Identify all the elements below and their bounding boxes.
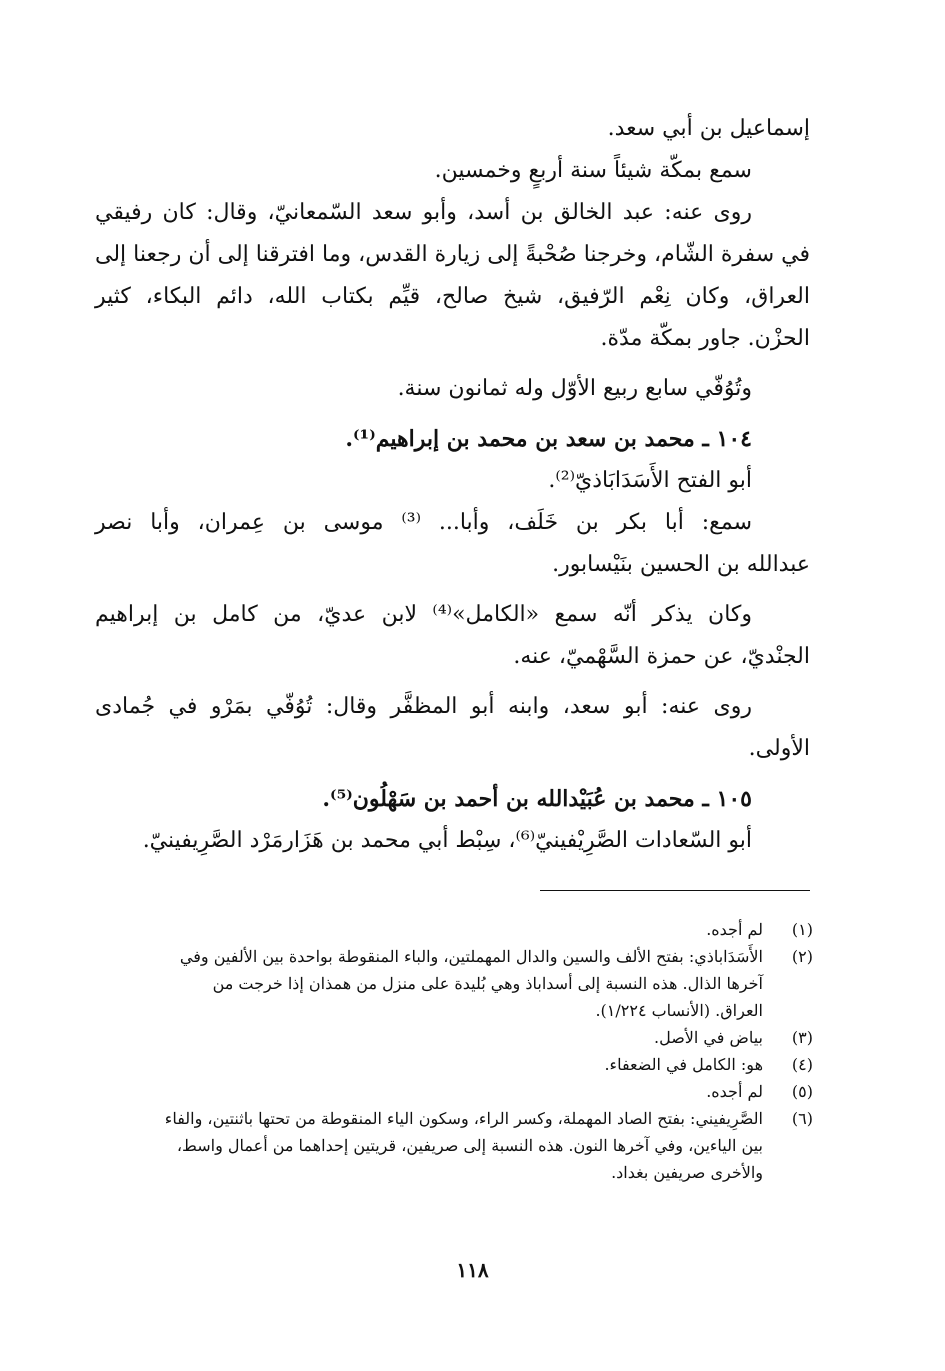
footnote-number: (٥) [791, 1082, 813, 1101]
text-line: الحزْن. جاور بمكّة مدّة. [600, 326, 810, 351]
footnotes [95, 916, 813, 1186]
footnote-line: هو: الكامل في الضعفاء. [604, 1055, 763, 1074]
footnote-text [95, 1024, 763, 1051]
text-line: أبو الفتح الأَسَدَابَاذيّ⁽²⁾. [548, 468, 752, 493]
text-line: روى عنه: عبد الخالق بن أسد، وأبو سعد السّمعانيّ، وقال: كان رفيقي [95, 200, 752, 225]
footnote-line: آخرها الذال. هذه النسبة إلى أسداباذ وهي بُليدة على منزل من همذان إذا خرجت من [212, 974, 763, 993]
entry-heading-104: ١٠٤ ـ محمد بن سعد بن محمد بن إبراهيم⁽¹⁾. [345, 426, 752, 452]
footnote-line: لم أجده. [706, 1082, 763, 1101]
footnote-4 [95, 1051, 813, 1078]
footnote-number: (٤) [791, 1055, 813, 1074]
footnote-2 [95, 943, 813, 1024]
footnote-3 [95, 1024, 813, 1051]
main-text [95, 108, 810, 862]
footnote-text [95, 1051, 763, 1078]
footnote-text [95, 1105, 763, 1186]
text-line: روى عنه: أبو سعد، وابنه أبو المظفَّر وقال: تُوُفّي بمَرْو في جُمادى [95, 694, 752, 719]
footnote-number: (٦) [791, 1109, 813, 1128]
entry-heading-105: ١٠٥ ـ محمد بن عُبَيْدالله بن أحمد بن سَهْلُون⁽⁵⁾. [322, 786, 752, 812]
text-line: الجنْديّ، عن حمزة السَّهْميّ، عنه. [513, 644, 810, 669]
footnote-number: (٣) [791, 1028, 813, 1047]
footnote-6 [95, 1105, 813, 1186]
footnote-line: الصَّرِيفيني: بفتح الصاد المهملة، وكسر الراء، وسكون الياء المنقوطة من تحتها باثنتين، والفاء [164, 1109, 763, 1128]
text-line: العراق، وكان نِعْم الرّفيق، شيخ صالح، قيِّم بكتاب الله، دائم البكاء، كثير [95, 284, 810, 309]
footnote-number: (١) [791, 920, 813, 939]
text-line: سمع بمكّة شيئاً سنة أربعٍ وخمسين. [434, 158, 752, 183]
footnote-line: بياض في الأصل. [653, 1028, 763, 1047]
footnote-line: بين الياءين، وفي آخرها النون. هذه النسبة إلى صريفين، قريتين إحداهما من أعمال واسط، [176, 1136, 763, 1155]
text-line: سمع: أبا بكر بن خَلَف، وأبا... ⁽³⁾ موسى بن عِمران، وأبا نصر [95, 510, 752, 535]
footnote-text [95, 916, 763, 943]
footnote-text [95, 1078, 763, 1105]
text-line: إسماعيل بن أبي سعد. [607, 116, 810, 141]
text-line: وتُوُفّي سابع ربيع الأوّل وله ثمانون سنة. [397, 376, 752, 401]
text-line: عبدالله بن الحسين بنَيْسابور. [552, 552, 810, 577]
text-line: أبو السّعادات الصَّرِيْفينيّ⁽⁶⁾، سِبْط أبي محمد بن هَزَارمَرْد الصَّرِيفينيّ. [142, 828, 752, 853]
footnote-line: العراق. (الأنساب ١/٢٢٤). [595, 1001, 763, 1020]
footnote-divider [540, 890, 810, 891]
footnote-line: لم أجده. [706, 920, 763, 939]
text-line: في سفرة الشّام، وخرجنا صُحْبةً إلى زيارة القدس، وما افترقنا إلى أن رجعنا إلى [95, 242, 810, 267]
footnote-line: الأَسَدَاباذي: بفتح الألف والسين والدال المهملتين، والباء المنقوطة بواحدة بين الألفين وفي [179, 947, 763, 966]
footnote-number: (٢) [791, 947, 813, 966]
footnote-text [95, 943, 763, 1024]
page-number: ١١٨ [456, 1258, 489, 1282]
footnote-line: والأخرى صريفين بغداد. [611, 1163, 763, 1182]
text-line: وكان يذكر أنّه سمع «الكامل»⁽⁴⁾ لابن عديّ، من كامل بن إبراهيم [95, 602, 752, 627]
footnote-1 [95, 916, 813, 943]
footnote-5 [95, 1078, 813, 1105]
text-line: الأولى. [748, 736, 810, 761]
